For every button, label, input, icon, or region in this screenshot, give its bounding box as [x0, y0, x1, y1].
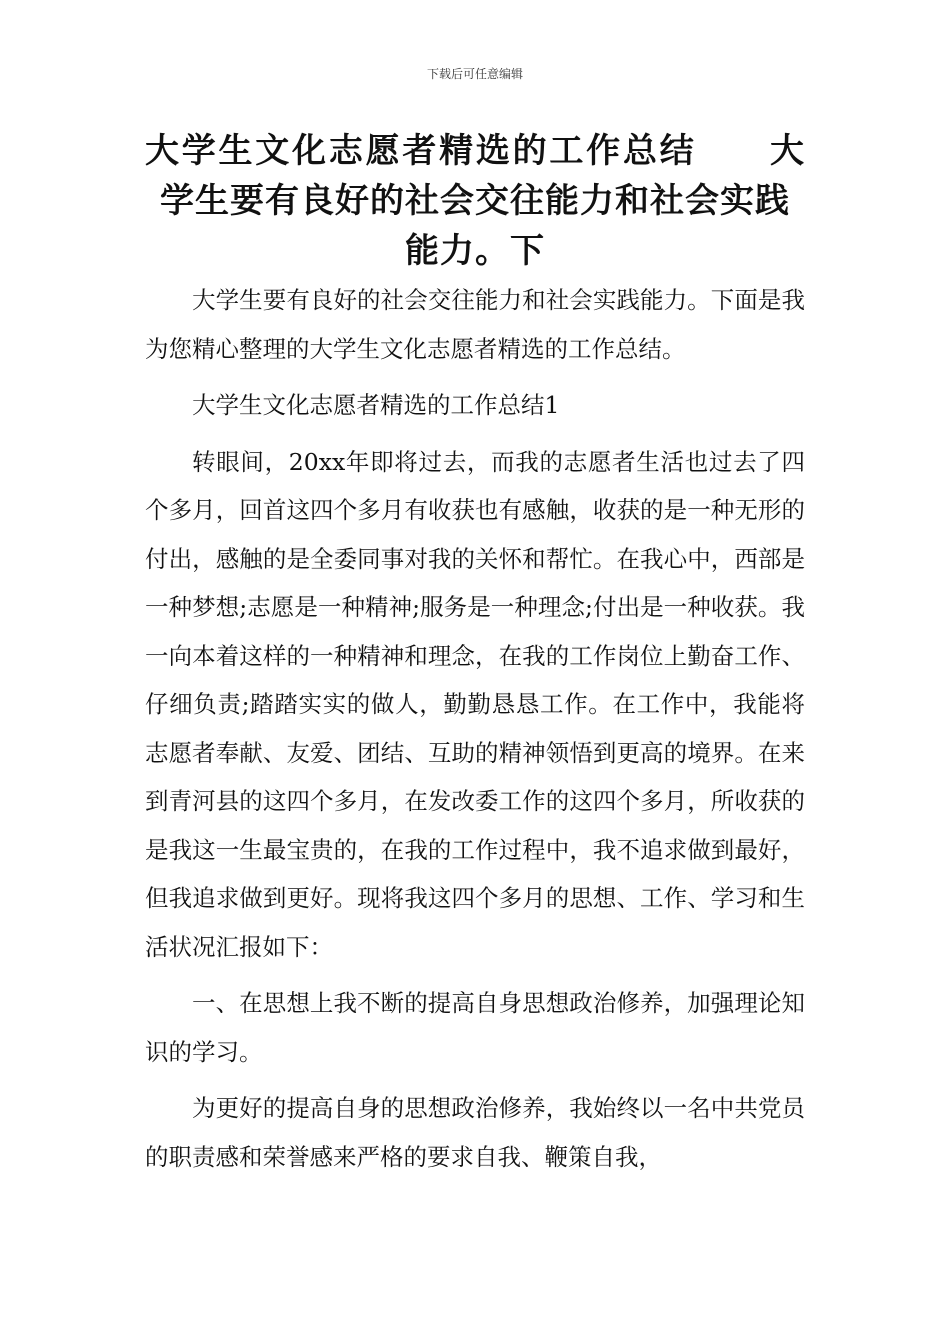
title-line-2: 学生要有良好的社会交往能力和社会实践: [160, 181, 790, 221]
document-title: [145, 126, 805, 276]
section-heading: 大学生文化志愿者精选的工作总结1: [192, 391, 560, 419]
header-note: 下载后可任意编辑: [426, 67, 523, 81]
subsection-heading: 一、在思想上我不断的提高自身思想政治修养，加强理论知识的学习。: [145, 989, 805, 1066]
title-line-1: 大学生文化志愿者精选的工作总结 大: [145, 131, 805, 171]
body-paragraph: 为更好的提高自身的思想政治修养，我始终以一名中共党员的职责感和荣誉感来严格的要求自我、鞭策自我，: [145, 1094, 805, 1171]
document-body: [145, 276, 805, 1181]
intro-paragraph: 大学生要有良好的社会交往能力和社会实践能力。下面是我为您精心整理的大学生文化志愿者精选的工作总结。: [145, 286, 805, 363]
body-paragraph: 转眼间，20xx年即将过去，而我的志愿者生活也过去了四个多月，回首这四个多月有收获也有感触，收获的是一种无形的付出，感触的是全委同事对我的关怀和帮忙。在我心中，西部是一种梦想;志愿是一种精神;服务是一种理念;付出是一种收获。我一向本着这样的一种精神和理念，在我的工作岗位上勤奋工作、仔细负责;踏踏实实的做人，勤勤恳恳工作。在工作中，我能将志愿者奉献、友爱、团结、互助的精神领悟到更高的境界。在来到青河县的这四个多月，在发改委工作的这四个多月，所收获的是我这一生最宝贵的，在我的工作过程中，我不追求做到最好，但我追求做到更好。现将我这四个多月的思想、工作、学习和生活状况汇报如下：: [145, 447, 805, 961]
title-line-3: 能力。下: [405, 231, 545, 271]
